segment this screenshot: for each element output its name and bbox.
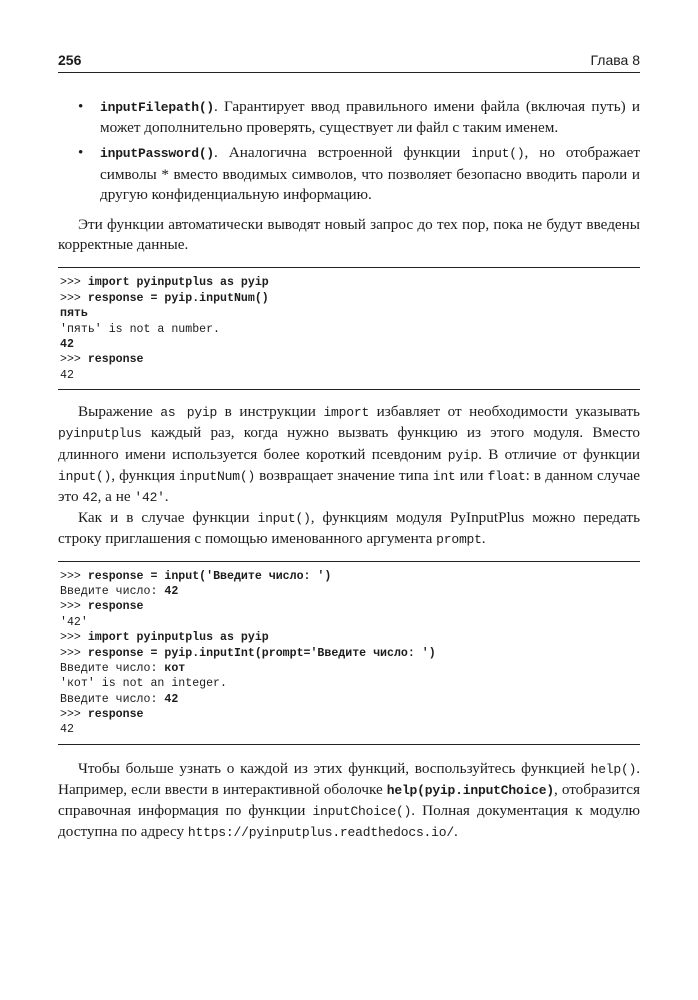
function-list [58,97,640,205]
code-output: 'пять' is not a number. [60,322,221,336]
code-input: response [87,708,144,722]
inline-code: input() [257,511,311,527]
paragraph [58,508,640,550]
function-description: . Гарантирует ввод правильного имени файла (включая путь) и может дополнительно проверять, существует ли файл с таким именем. [100,98,640,137]
paragraph-text: . Полная документация к модулю доступна по адресу [58,802,640,841]
paragraph-text: или [455,466,488,484]
function-description: , но отображает символы * вместо вводимых символов, что позволяет безопасно вводить пароли и другую конфиденциальную информацию. [100,144,640,203]
code-output: >>> [60,646,88,660]
list-item [58,143,640,205]
code-output: >>> [60,276,88,290]
code-input: response = pyip.inputNum() [87,291,269,305]
code-input: response = pyip.inputInt(prompt='Введите число: ') [87,646,436,660]
inline-code: pyinputplus [58,426,142,442]
paragraph-text: Как и в случае функции [78,509,258,527]
code-line [60,569,638,584]
code-input: response [87,353,144,367]
code-output: >>> [60,600,88,614]
code-line [60,722,638,737]
paragraph-text: : в данном случае это [58,466,640,505]
code-input: 42 [60,337,74,351]
paragraph-text: , функциям модуля PyInputPlus можно передать строку приглашения с помощью именованного аргумента [58,509,640,548]
function-name: inputPassword() [100,146,215,162]
code-output: '42' [60,615,88,629]
code-line [60,352,638,367]
inline-code: prompt [436,532,482,548]
code-line [60,707,638,722]
inline-code: inputChoice() [312,804,412,820]
paragraph-text: . Например, если ввести в интерактивной оболочке [58,759,640,799]
code-output: >>> [60,569,88,583]
inline-code: import [323,405,370,421]
code-output: >>> [60,291,88,305]
code-output: Введите число: [60,661,165,675]
code-input: кот [164,661,186,675]
paragraph-text: . [164,487,169,505]
inline-code: as pyip [160,405,218,421]
function-name: inputFilepath() [100,100,215,115]
code-input: import pyinputplus as pyip [87,631,269,645]
paragraph-text: Выражение [78,403,161,421]
inline-code: pyip [447,447,479,463]
code-input: response = input('Введите число: ') [87,569,332,583]
paragraph-text: . [453,823,458,841]
inline-code: int [432,468,456,484]
code-line [60,615,638,630]
code-line [60,322,638,337]
code-line [60,599,638,614]
inline-code: help(pyip.inputChoice) [386,783,554,799]
code-line [60,661,638,676]
code-line [60,275,638,290]
code-input: 42 [164,692,179,706]
inline-code: inputNum() [179,468,256,484]
code-line [60,630,638,645]
code-input: пять [60,307,88,321]
code-input: response [87,600,144,614]
page-body [58,97,640,844]
page-header [58,50,640,73]
code-output: Введите число: [60,584,165,598]
inline-code: input() [58,468,112,484]
list-item [58,97,640,138]
paragraph-text: Чтобы больше узнать о каждой из этих функций, воспользуйтесь функцией [78,759,591,777]
code-output: 'кот' is not an integer. [60,677,227,691]
chapter-title: Глава 8 [590,52,640,68]
paragraph-text: . [481,530,486,548]
code-input: 42 [164,584,179,598]
code-block [58,561,640,745]
inline-code: 42 [82,489,98,505]
code-line [60,692,638,707]
code-line [60,584,638,599]
book-page [58,50,640,980]
paragraph-text: возвращает значение типа [255,466,433,484]
function-description: . Аналогична встроенной функции [214,144,472,162]
paragraph-text: избавляет от необходимости указывать [369,403,640,421]
code-line [60,291,638,306]
code-output: >>> [60,631,88,645]
code-line [60,646,638,661]
paragraph-text: каждый раз, когда нужно вызвать функцию из этого модуля. Вместо длинного имени используется более короткий псевдоним [58,424,640,463]
url-link[interactable]: https://pyinputplus.readthedocs.io/ [187,825,454,841]
bullet-icon: • [78,144,84,162]
paragraph [58,402,640,508]
code-line [60,306,638,321]
paragraph-text: , отобразится справочная информация по функции [58,781,640,820]
code-line [60,676,638,691]
code-input: import pyinputplus as pyip [87,276,269,290]
paragraph-text: , функция [111,466,180,484]
code-output: 42 [60,723,74,737]
code-line [60,368,638,383]
page-number: 256 [58,52,82,68]
inline-code: float [487,468,526,484]
code-output: >>> [60,353,88,367]
code-line [60,337,638,352]
code-block [58,267,640,390]
paragraph-text: , а не [97,487,135,505]
inline-code: '42' [134,489,165,505]
inline-code: input() [471,146,525,162]
paragraph-text: в инструкции [217,403,324,421]
code-output: 42 [60,368,74,382]
bullet-icon: • [78,98,84,115]
paragraph: Эти функции автоматически выводят новый запрос до тех пор, пока не будут введены корректные данные. [58,216,640,254]
paragraph-text: . В отличие от функции [478,445,640,463]
code-output: Введите число: [60,692,165,706]
paragraph [58,759,640,844]
code-output: >>> [60,708,88,722]
inline-code: help() [590,761,637,777]
